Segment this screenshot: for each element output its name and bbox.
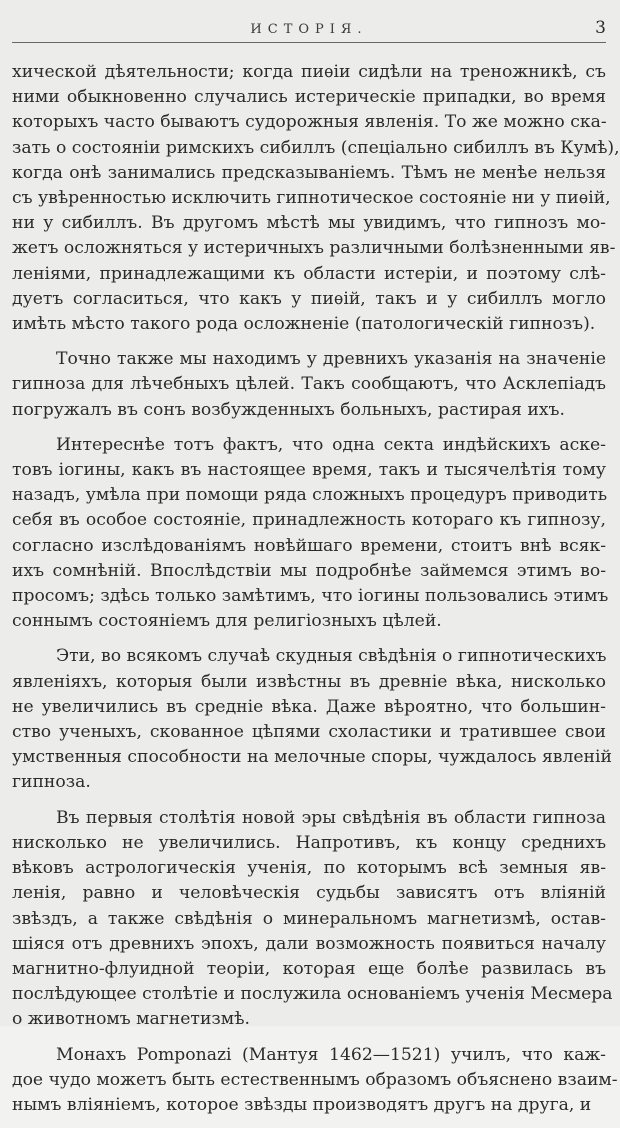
body-text <box>12 60 620 1128</box>
text-line: явленіяхъ, которыя были извѣстны въ древніе вѣка, нисколько <box>12 671 606 692</box>
text-line: леніями, принадлежащими къ области истеріи, и поэтому слѣ- <box>12 263 606 284</box>
text-line: зать о состояніи римскихъ сибиллъ (спеціально сибиллъ въ Кумѣ), <box>12 137 620 158</box>
text-line: Эти, во всякомъ случаѣ скудныя свѣдѣнія о гипнотическихъ <box>56 646 607 667</box>
text-line: назадъ, умѣла при помощи ряда сложныхъ процедуръ приводить <box>12 485 608 506</box>
text-line: которыхъ часто бываютъ судорожныя явленія. То же можно ска- <box>12 112 607 133</box>
text-line: вѣковъ астрологическія ученія, по которымъ всѣ земныя яв- <box>12 858 606 879</box>
text-line: послѣдующее столѣтіе и послужила основаніемъ ученія Месмера <box>12 984 613 1005</box>
text-line: хической дѣятельности; когда пиѳіи сидѣли на треножникѣ, съ <box>12 62 606 82</box>
text-line: съ увѣренностью исключить гипнотическое состояніе ни у пиѳій, <box>12 188 611 209</box>
page-number: 3 <box>595 18 606 38</box>
text-line: не увеличились въ средніе вѣка. Даже вѣроятно, что большин- <box>12 696 606 717</box>
running-header <box>12 14 606 43</box>
text-line: нисколько не увеличились. Напротивъ, къ концу среднихъ <box>12 832 606 853</box>
text-line: согласно изслѣдованіямъ новѣйшаго времени, стоитъ внѣ всяк- <box>12 535 606 556</box>
text-line: нымъ вліяніемъ, которое звѣзды производятъ другъ на друга, и <box>12 1094 592 1115</box>
text-line: ними обыкновенно случались истерическіе припадки, во время <box>12 87 606 108</box>
paragraph <box>12 347 606 423</box>
text-line: ленія, равно и человѣческія судьбы зависятъ отъ вліяній <box>12 883 606 904</box>
text-line: просомъ; здѣсь только замѣтимъ, что іогины пользовались этимъ <box>12 586 609 607</box>
paragraph <box>12 806 613 1033</box>
text-line: когда онѣ занимались предсказываніемъ. Тѣмъ не менѣе нельзя <box>12 162 606 183</box>
text-line: дое чудо можетъ быть естественнымъ образомъ объяснено взаим- <box>12 1069 618 1090</box>
paragraph <box>12 1043 618 1119</box>
text-line: жетъ осложняться у истеричныхъ различными болѣзненными яв- <box>12 238 616 259</box>
text-line: дуетъ согласиться, что какъ у пиѳій, такъ и у сибиллъ могло <box>12 288 606 309</box>
paragraph <box>12 644 612 795</box>
text-line: Интереснѣе тотъ фактъ, что одна секта индѣйскихъ аске- <box>56 434 606 455</box>
text-line: умственныя способности на мелочные споры, чуждалось явленій <box>12 747 612 768</box>
text-line: имѣть мѣсто такого рода осложненіе (патологическій гипнозъ). <box>12 314 596 335</box>
text-line: гипноза. <box>12 772 91 793</box>
text-line: соннымъ состояніемъ для религіозныхъ цѣлей. <box>12 611 442 632</box>
text-line: погружалъ въ сонъ возбужденныхъ больныхъ, растирая ихъ. <box>12 399 565 420</box>
text-line: о животномъ магнетизмѣ. <box>12 1009 250 1030</box>
text-line: Въ первыя столѣтія новой эры свѣдѣнія въ области гипноза <box>56 807 606 828</box>
text-line: звѣздъ, а также свѣдѣнія о минеральномъ магнетизмѣ, остав- <box>12 908 606 929</box>
text-line: шіяся отъ древнихъ эпохъ, дали возможность появиться началу <box>12 933 606 954</box>
running-title: ИСТОРІЯ. <box>250 22 368 37</box>
paragraph <box>12 60 620 337</box>
text-line: себя въ особое состояніе, принадлежность котораго къ гипнозу, <box>12 510 606 531</box>
text-line: ихъ сомнѣній. Впослѣдствіи мы подробнѣе займемся этимъ во- <box>12 560 606 581</box>
text-line: гипноза для лѣчебныхъ цѣлей. Такъ сообщаютъ, что Асклепіадъ <box>12 374 606 395</box>
text-line: Монахъ Pomponazi (Мантуя 1462—1521) училъ, что каж- <box>56 1044 606 1065</box>
text-line: ство ученыхъ, скованное цѣпями схоластики и тратившее свои <box>12 722 606 743</box>
text-line: магнитно-флуидной теоріи, которая еще болѣе развилась въ <box>12 958 606 979</box>
paragraph <box>12 433 609 635</box>
text-line: товъ іогины, какъ въ настоящее время, такъ и тысячелѣтія тому <box>12 460 606 481</box>
text-line: Точно также мы находимъ у древнихъ указанія на значеніе <box>56 349 606 370</box>
text-line: ни у сибиллъ. Въ другомъ мѣстѣ мы увидимъ, что гипнозъ мо- <box>12 213 606 234</box>
